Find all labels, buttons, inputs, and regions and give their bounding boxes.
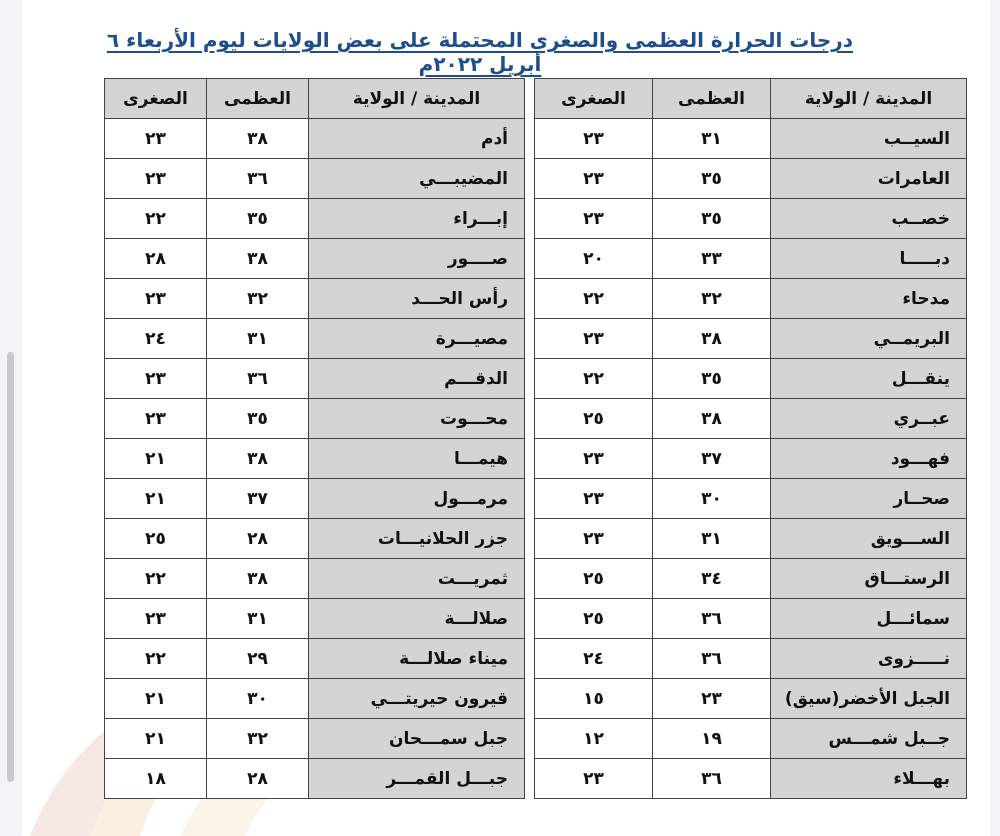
min-temp-cell: ٢٣ xyxy=(105,119,207,159)
min-temp-cell: ٢٣ xyxy=(535,199,653,239)
table-row xyxy=(535,679,967,719)
max-temp-cell: ١٩ xyxy=(653,719,771,759)
min-temp-cell: ٢١ xyxy=(105,719,207,759)
max-temp-cell: ٣٨ xyxy=(653,399,771,439)
city-cell: جــبل شمـــس xyxy=(771,719,967,759)
city-cell: دبـــــا xyxy=(771,239,967,279)
max-temp-cell: ٣٨ xyxy=(207,239,309,279)
table-row xyxy=(105,159,525,199)
table-row xyxy=(105,759,525,799)
city-cell: صــــور xyxy=(309,239,525,279)
min-temp-cell: ٢٢ xyxy=(535,359,653,399)
page-title: درجات الحرارة العظمى والصغرى المحتملة على بعض الولايات ليوم الأربعاء ٦ أبريل ٢٠٢٢م xyxy=(106,28,854,76)
table-row xyxy=(535,439,967,479)
header-min: الصغرى xyxy=(105,79,207,119)
city-cell: خصــب xyxy=(771,199,967,239)
max-temp-cell: ٣١ xyxy=(653,119,771,159)
temperature-table-left xyxy=(104,78,525,799)
city-cell: جبـــل القمـــر xyxy=(309,759,525,799)
table-row xyxy=(105,719,525,759)
city-cell: الرستـــاق xyxy=(771,559,967,599)
table-row xyxy=(105,519,525,559)
table-row xyxy=(105,199,525,239)
table-row xyxy=(105,599,525,639)
max-temp-cell: ٢٨ xyxy=(207,519,309,559)
max-temp-cell: ٣٠ xyxy=(207,679,309,719)
min-temp-cell: ٢٣ xyxy=(535,159,653,199)
min-temp-cell: ٢٥ xyxy=(105,519,207,559)
city-cell: أدم xyxy=(309,119,525,159)
city-cell: قيرون حيريتـــي xyxy=(309,679,525,719)
temperature-table-right xyxy=(534,78,967,799)
table-row xyxy=(535,759,967,799)
min-temp-cell: ٢٥ xyxy=(535,559,653,599)
header-min: الصغرى xyxy=(535,79,653,119)
min-temp-cell: ٢٥ xyxy=(535,399,653,439)
table-row xyxy=(535,319,967,359)
city-cell: الدقـــم xyxy=(309,359,525,399)
table-row xyxy=(105,679,525,719)
city-cell: مدحاء xyxy=(771,279,967,319)
table-row xyxy=(105,439,525,479)
max-temp-cell: ٣٧ xyxy=(653,439,771,479)
table-body xyxy=(535,119,967,799)
max-temp-cell: ٣٤ xyxy=(653,559,771,599)
table-row xyxy=(535,519,967,559)
city-cell: جبل سمـــحان xyxy=(309,719,525,759)
min-temp-cell: ٢٨ xyxy=(105,239,207,279)
city-cell: محـــوت xyxy=(309,399,525,439)
max-temp-cell: ٣٢ xyxy=(207,279,309,319)
city-cell: بهـــلاء xyxy=(771,759,967,799)
table-row xyxy=(535,159,967,199)
city-cell: الجبل الأخضر(سيق) xyxy=(771,679,967,719)
min-temp-cell: ٢٤ xyxy=(535,639,653,679)
city-cell: البريمــي xyxy=(771,319,967,359)
city-cell: ينقـــل xyxy=(771,359,967,399)
table-row xyxy=(105,399,525,439)
min-temp-cell: ٢٣ xyxy=(105,599,207,639)
max-temp-cell: ٣٦ xyxy=(207,359,309,399)
table-header-row xyxy=(105,79,525,119)
city-cell: صحــار xyxy=(771,479,967,519)
min-temp-cell: ٢٣ xyxy=(535,479,653,519)
max-temp-cell: ٣٥ xyxy=(653,359,771,399)
max-temp-cell: ٣٢ xyxy=(207,719,309,759)
table-row xyxy=(535,479,967,519)
city-cell: هيمـــا xyxy=(309,439,525,479)
min-temp-cell: ٢١ xyxy=(105,679,207,719)
max-temp-cell: ٣٦ xyxy=(653,759,771,799)
city-cell: صلالـــة xyxy=(309,599,525,639)
min-temp-cell: ٢٥ xyxy=(535,599,653,639)
header-max: العظمى xyxy=(207,79,309,119)
city-cell: ميناء صلالـــة xyxy=(309,639,525,679)
header-max: العظمى xyxy=(653,79,771,119)
min-temp-cell: ٢٠ xyxy=(535,239,653,279)
table-row xyxy=(535,599,967,639)
min-temp-cell: ٢٣ xyxy=(535,519,653,559)
min-temp-cell: ٢٢ xyxy=(105,639,207,679)
table-row xyxy=(105,479,525,519)
city-cell: رأس الحـــد xyxy=(309,279,525,319)
table-body xyxy=(105,119,525,799)
max-temp-cell: ٣٥ xyxy=(207,399,309,439)
table-row xyxy=(105,239,525,279)
header-city: المدينة / الولاية xyxy=(771,79,967,119)
table-header-row xyxy=(535,79,967,119)
min-temp-cell: ٢٣ xyxy=(535,319,653,359)
table-row xyxy=(105,279,525,319)
min-temp-cell: ٢٣ xyxy=(105,159,207,199)
max-temp-cell: ٣٨ xyxy=(653,319,771,359)
min-temp-cell: ٢٣ xyxy=(105,399,207,439)
max-temp-cell: ٣٥ xyxy=(207,199,309,239)
city-cell: المضيبـــي xyxy=(309,159,525,199)
scrollbar-thumb[interactable] xyxy=(7,352,14,782)
min-temp-cell: ١٥ xyxy=(535,679,653,719)
max-temp-cell: ٣٨ xyxy=(207,559,309,599)
table-row xyxy=(105,639,525,679)
header-city: المدينة / الولاية xyxy=(309,79,525,119)
max-temp-cell: ٢٩ xyxy=(207,639,309,679)
table-row xyxy=(535,119,967,159)
table-row xyxy=(105,559,525,599)
min-temp-cell: ٢٢ xyxy=(535,279,653,319)
table-row xyxy=(105,359,525,399)
city-cell: ثمريـــت xyxy=(309,559,525,599)
city-cell: إبـــراء xyxy=(309,199,525,239)
table-row xyxy=(535,199,967,239)
city-cell: الســـويق xyxy=(771,519,967,559)
city-cell: مرمـــول xyxy=(309,479,525,519)
city-cell: سمائـــل xyxy=(771,599,967,639)
max-temp-cell: ٣٥ xyxy=(653,159,771,199)
min-temp-cell: ١٢ xyxy=(535,719,653,759)
table-row xyxy=(535,559,967,599)
min-temp-cell: ٢٣ xyxy=(105,359,207,399)
city-cell: عبــري xyxy=(771,399,967,439)
max-temp-cell: ٣٨ xyxy=(207,119,309,159)
table-row xyxy=(105,319,525,359)
max-temp-cell: ٣٧ xyxy=(207,479,309,519)
max-temp-cell: ٣٥ xyxy=(653,199,771,239)
max-temp-cell: ٣١ xyxy=(207,599,309,639)
min-temp-cell: ١٨ xyxy=(105,759,207,799)
max-temp-cell: ٢٣ xyxy=(653,679,771,719)
max-temp-cell: ٣٨ xyxy=(207,439,309,479)
city-cell: العامرات xyxy=(771,159,967,199)
min-temp-cell: ٢٤ xyxy=(105,319,207,359)
city-cell: السيــب xyxy=(771,119,967,159)
min-temp-cell: ٢٣ xyxy=(105,279,207,319)
max-temp-cell: ٣٣ xyxy=(653,239,771,279)
table-row xyxy=(535,279,967,319)
table-row xyxy=(535,359,967,399)
city-cell: نـــــزوى xyxy=(771,639,967,679)
min-temp-cell: ٢٣ xyxy=(535,759,653,799)
max-temp-cell: ٢٨ xyxy=(207,759,309,799)
table-row xyxy=(535,639,967,679)
min-temp-cell: ٢٢ xyxy=(105,199,207,239)
max-temp-cell: ٣٦ xyxy=(653,599,771,639)
max-temp-cell: ٣١ xyxy=(653,519,771,559)
min-temp-cell: ٢٢ xyxy=(105,559,207,599)
table-row xyxy=(535,239,967,279)
city-cell: مصيـــرة xyxy=(309,319,525,359)
max-temp-cell: ٣٦ xyxy=(207,159,309,199)
max-temp-cell: ٣٢ xyxy=(653,279,771,319)
max-temp-cell: ٣١ xyxy=(207,319,309,359)
city-cell: فهـــود xyxy=(771,439,967,479)
min-temp-cell: ٢١ xyxy=(105,479,207,519)
city-cell: جزر الحلانيـــات xyxy=(309,519,525,559)
table-row xyxy=(105,119,525,159)
max-temp-cell: ٣٠ xyxy=(653,479,771,519)
min-temp-cell: ٢١ xyxy=(105,439,207,479)
min-temp-cell: ٢٣ xyxy=(535,439,653,479)
table-row xyxy=(535,719,967,759)
table-row xyxy=(535,399,967,439)
max-temp-cell: ٣٦ xyxy=(653,639,771,679)
min-temp-cell: ٢٣ xyxy=(535,119,653,159)
